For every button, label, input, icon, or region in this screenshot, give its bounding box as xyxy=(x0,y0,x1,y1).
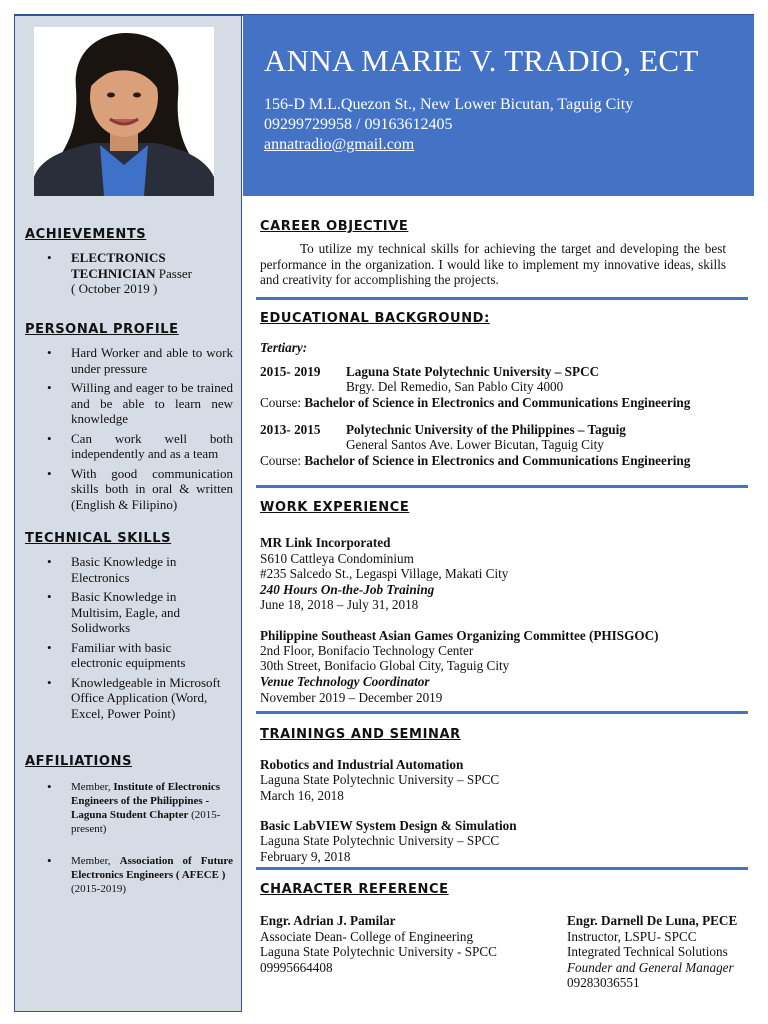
reference-position: Instructor, LSPU- SPCC xyxy=(567,929,697,944)
company-address: 2nd Floor, Bonifacio Technology Center xyxy=(260,643,474,658)
career-objective-heading: CAREER OBJECTIVE xyxy=(260,219,409,234)
reference-phone: 09995664408 xyxy=(260,960,333,975)
list-item: • Knowledgeable in Microsoft Office Application (Word, Excel, Power Point) xyxy=(25,675,225,722)
training-date: February 9, 2018 xyxy=(260,849,351,864)
reference-phone: 09283036551 xyxy=(567,975,640,990)
training-date: March 16, 2018 xyxy=(260,788,344,803)
course-name: Bachelor of Science in Electronics and Communications Engineering xyxy=(304,453,691,468)
affiliation-prefix: Member, xyxy=(71,855,120,867)
reference-organization: Laguna State Polytechnic University - SPCC xyxy=(260,944,497,959)
training-name: Robotics and Industrial Automation xyxy=(260,757,464,772)
course-line xyxy=(260,395,690,411)
affiliations-heading: AFFILIATIONS xyxy=(25,754,133,769)
affiliation-years: (2015-present) xyxy=(71,809,221,835)
work-experience-heading: WORK EXPERIENCE xyxy=(260,500,410,515)
education-years: 2013- 2015 xyxy=(260,422,321,437)
training-name: Basic LabVIEW System Design & Simulation xyxy=(260,818,517,833)
list-item xyxy=(25,780,233,836)
company-address: 30th Street, Bonifacio Global City, Taguig City xyxy=(260,658,510,673)
achievement-title: ELECTRONICS TECHNICIAN xyxy=(71,250,166,281)
list-item: • Familiar with basic electronic equipments xyxy=(25,640,225,671)
reference-title: Founder and General Manager xyxy=(567,960,734,975)
affiliation-org: Association of Future Electronics Engineers ( AFECE ) xyxy=(71,855,233,881)
job-role: 240 Hours On-the-Job Training xyxy=(260,582,435,597)
personal-profile-list xyxy=(25,345,233,516)
phone-numbers: 09299729958 / 09163612405 xyxy=(264,116,453,133)
affiliations-list xyxy=(25,780,233,914)
list-item: • Can work well both independently and as a team xyxy=(25,431,233,462)
list-item xyxy=(25,854,233,896)
school-name: Laguna State Polytechnic University – SPCC xyxy=(346,364,600,379)
personal-profile-heading: PERSONAL PROFILE xyxy=(25,322,179,337)
email-link[interactable]: annatradio@gmail.com xyxy=(264,136,415,153)
affiliation-prefix: Member, xyxy=(71,781,114,793)
affiliation-years: (2015-2019) xyxy=(71,883,126,895)
job-dates: November 2019 – December 2019 xyxy=(260,690,443,705)
list-item: • Basic Knowledge in Multisim, Eagle, and Solidworks xyxy=(25,589,225,636)
trainings-heading: TRAININGS AND SEMINAR xyxy=(260,727,461,742)
training-place: Laguna State Polytechnic University – SPCC xyxy=(260,772,500,787)
character-reference-heading: CHARACTER REFERENCE xyxy=(260,882,449,897)
address: 156-D M.L.Quezon St., New Lower Bicutan, Taguig City xyxy=(264,96,634,113)
course-label: Course: xyxy=(260,453,305,468)
school-name: Polytechnic University of the Philippines – Taguig xyxy=(346,422,626,437)
school-address: General Santos Ave. Lower Bicutan, Taguig City xyxy=(346,437,604,452)
education-level: Tertiary: xyxy=(260,340,308,355)
company-address: S610 Cattleya Condominium xyxy=(260,551,414,566)
achievement-date: ( October 2019 ) xyxy=(71,281,158,296)
career-objective-text: To utilize my technical skills for achieving the target and developing the best performance in the organization. I would like to implement my innovative ideas, skills and creativity for accomplishing the projects. xyxy=(260,241,726,287)
section-divider xyxy=(256,711,748,714)
section-divider xyxy=(256,485,748,488)
profile-photo xyxy=(34,27,214,196)
company-name: MR Link Incorporated xyxy=(260,535,391,550)
section-divider xyxy=(256,867,748,870)
section-divider xyxy=(256,297,748,300)
full-name: ANNA MARIE V. TRADIO, ECT xyxy=(264,43,699,78)
achievements-list xyxy=(25,250,233,301)
education-years: 2015- 2019 xyxy=(260,364,321,379)
job-dates: June 18, 2018 – July 31, 2018 xyxy=(260,597,419,612)
company-address: #235 Salcedo St., Legaspi Village, Makati City xyxy=(260,566,509,581)
list-item xyxy=(25,250,233,297)
education-heading: EDUCATIONAL BACKGROUND: xyxy=(260,311,490,326)
school-address: Brgy. Del Remedio, San Pablo City 4000 xyxy=(346,379,564,394)
affiliation-org: Institute of Electronics Engineers of the Philippines - Laguna Student Chapter xyxy=(71,781,221,821)
list-item: • Basic Knowledge in Electronics xyxy=(25,554,225,585)
company-name: Philippine Southeast Asian Games Organizing Committee (PHISGOC) xyxy=(260,628,659,643)
reference-name: Engr. Darnell De Luna, PECE xyxy=(567,913,738,928)
list-item: • Willing and eager to be trained and be able to learn new knowledge xyxy=(25,380,233,427)
header-banner xyxy=(243,15,754,196)
course-label: Course: xyxy=(260,395,305,410)
technical-skills-heading: TECHNICAL SKILLS xyxy=(25,531,172,546)
course-name: Bachelor of Science in Electronics and Communications Engineering xyxy=(304,395,691,410)
technical-skills-list xyxy=(25,554,225,725)
training-place: Laguna State Polytechnic University – SPCC xyxy=(260,833,500,848)
reference-organization: Integrated Technical Solutions xyxy=(567,944,728,959)
list-item: • Hard Worker and able to work under pressure xyxy=(25,345,233,376)
reference-name: Engr. Adrian J. Pamilar xyxy=(260,913,396,928)
reference-position: Associate Dean- College of Engineering xyxy=(260,929,474,944)
job-role: Venue Technology Coordinator xyxy=(260,674,430,689)
course-line xyxy=(260,453,690,469)
achievements-heading: ACHIEVEMENTS xyxy=(25,227,147,242)
list-item: • With good communication skills both in oral & written (English & Filipino) xyxy=(25,466,233,513)
achievement-suffix: Passer xyxy=(155,265,192,281)
